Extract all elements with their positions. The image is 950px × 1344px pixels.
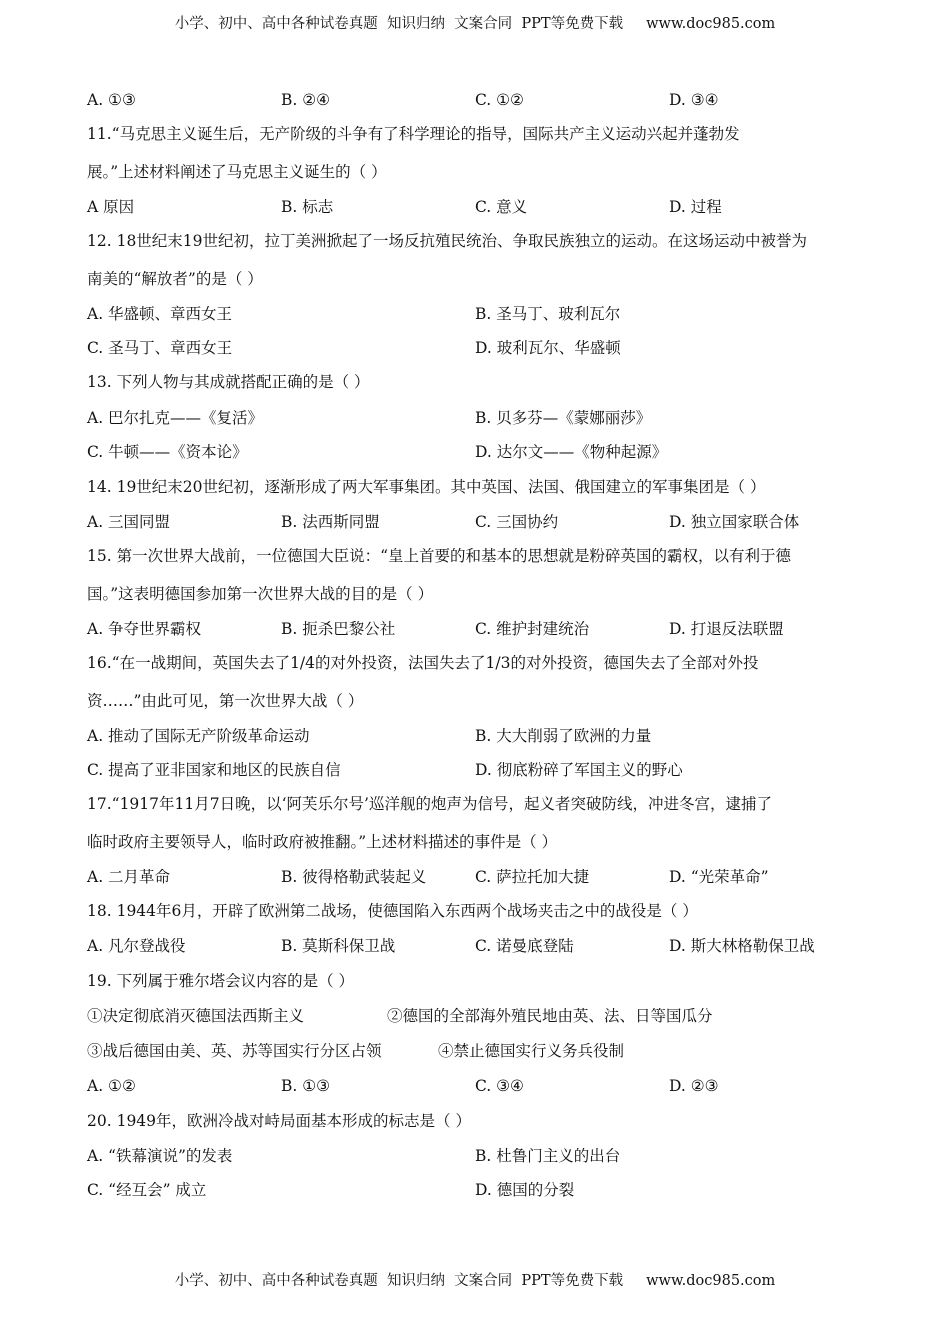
option-d: D. ②③ <box>669 1077 719 1095</box>
option-a: A. 巴尔扎克——《复活》 <box>87 409 264 427</box>
question-text: 展。”上述材料阐述了马克思主义诞生的（ ） <box>87 163 387 181</box>
option-d: D. 打退反法联盟 <box>669 620 784 638</box>
option-b: B. ①③ <box>281 1077 331 1095</box>
option-c: C. “经互会” 成立 <box>87 1181 207 1199</box>
option-a: A. ①③ <box>87 91 136 109</box>
option-d: D. “光荣革命” <box>669 868 769 886</box>
option-d: D. 过程 <box>669 198 722 216</box>
option-d: D. 斯大林格勒保卫战 <box>669 937 815 955</box>
option-d: D. ③④ <box>669 91 719 109</box>
question-text: 国。”这表明德国参加第一次世界大战的目的是（ ） <box>87 585 434 603</box>
question-text: 15. 第一次世界大战前，一位德国大臣说：“皇上首要的和基本的思想就是粉碎英国的霸权，以有利于德 <box>87 547 792 565</box>
option-c: C. 提高了亚非国家和地区的民族自信 <box>87 761 341 779</box>
question-text: 18. 1944年6月，开辟了欧洲第二战场，使德国陷入东西两个战场夹击之中的战役是（ ） <box>87 902 698 920</box>
statement-4: ④禁止德国实行义务兵役制 <box>438 1042 625 1060</box>
option-b: B. 莫斯科保卫战 <box>281 937 396 955</box>
option-a: A 原因 <box>87 198 135 216</box>
option-b: B. 圣马丁、玻利瓦尔 <box>475 305 621 323</box>
option-c: C. 牛顿——《资本论》 <box>87 443 248 461</box>
statement-2: ②德国的全部海外殖民地由英、法、日等国瓜分 <box>387 1007 713 1025</box>
page-footer: 小学、初中、高中各种试卷真题 知识归纳 文案合同 PPT等免费下载 www.doc985.com <box>174 1273 776 1289</box>
option-c: C. 维护封建统治 <box>475 620 590 638</box>
option-b: B. 扼杀巴黎公社 <box>281 620 396 638</box>
question-text: 南美的“解放者”的是（ ） <box>87 270 263 288</box>
option-b: B. ②④ <box>281 91 331 109</box>
question-text: 16.“在一战期间，英国失去了1/4的对外投资，法国失去了1/3的对外投资，德国失去了全部对外投 <box>87 654 759 672</box>
question-text: 11.“马克思主义诞生后，无产阶级的斗争有了科学理论的指导，国际共产主义运动兴起并蓬勃发 <box>87 125 740 143</box>
question-text: 20. 1949年，欧洲冷战对峙局面基本形成的标志是（ ） <box>87 1112 471 1130</box>
question-text: 13. 下列人物与其成就搭配正确的是（ ） <box>87 373 370 391</box>
option-d: D. 玻利瓦尔、华盛顿 <box>475 339 621 357</box>
option-a: A. 争夺世界霸权 <box>87 620 202 638</box>
option-a: A. 二月革命 <box>87 868 171 886</box>
question-text: 17.“1917年11月7日晚，以‘阿芙乐尔号’巡洋舰的炮声为信号，起义者突破防线，冲进冬宫，逮捕了 <box>87 795 772 813</box>
question-text: 12. 18世纪末19世纪初，拉丁美洲掀起了一场反抗殖民统治、争取民族独立的运动。在这场运动中被誉为 <box>87 232 808 250</box>
option-d: D. 达尔文——《物种起源》 <box>475 443 668 461</box>
option-b: B. 彼得格勒武装起义 <box>281 868 427 886</box>
option-a: A. 三国同盟 <box>87 513 171 531</box>
option-b: B. 贝多芬—《蒙娜丽莎》 <box>475 409 652 427</box>
option-c: C. 萨拉托加大捷 <box>475 868 590 886</box>
statement-1: ①决定彻底消灭德国法西斯主义 <box>87 1007 305 1025</box>
option-a: A. ①② <box>87 1077 136 1095</box>
option-b: B. 法西斯同盟 <box>281 513 380 531</box>
option-a: A. 推动了国际无产阶级革命运动 <box>87 727 310 745</box>
option-a: A. “铁幕演说”的发表 <box>87 1147 233 1165</box>
question-text: 临时政府主要领导人，临时政府被推翻。”上述材料描述的事件是（ ） <box>87 833 558 851</box>
option-d: D. 独立国家联合体 <box>669 513 800 531</box>
option-c: C. ①② <box>475 91 524 109</box>
option-c: C. 圣马丁、章西女王 <box>87 339 233 357</box>
statement-3: ③战后德国由美、英、苏等国实行分区占领 <box>87 1042 382 1060</box>
option-a: A. 华盛顿、章西女王 <box>87 305 233 323</box>
option-c: C. ③④ <box>475 1077 524 1095</box>
option-a: A. 凡尔登战役 <box>87 937 186 955</box>
option-d: D. 彻底粉碎了军国主义的野心 <box>475 761 683 779</box>
option-b: B. 标志 <box>281 198 334 216</box>
question-text: 资……”由此可见，第一次世界大战（ ） <box>87 692 364 710</box>
page-header: 小学、初中、高中各种试卷真题 知识归纳 文案合同 PPT等免费下载 www.doc985.com <box>174 16 776 32</box>
question-text: 14. 19世纪末20世纪初，逐渐形成了两大军事集团。其中英国、法国、俄国建立的军事集团是（ ） <box>87 478 766 496</box>
option-b: B. 杜鲁门主义的出台 <box>475 1147 621 1165</box>
question-text: 19. 下列属于雅尔塔会议内容的是（ ） <box>87 972 355 990</box>
option-c: C. 意义 <box>475 198 528 216</box>
option-b: B. 大大削弱了欧洲的力量 <box>475 727 652 745</box>
option-d: D. 德国的分裂 <box>475 1181 575 1199</box>
option-c: C. 诺曼底登陆 <box>475 937 574 955</box>
option-c: C. 三国协约 <box>475 513 559 531</box>
